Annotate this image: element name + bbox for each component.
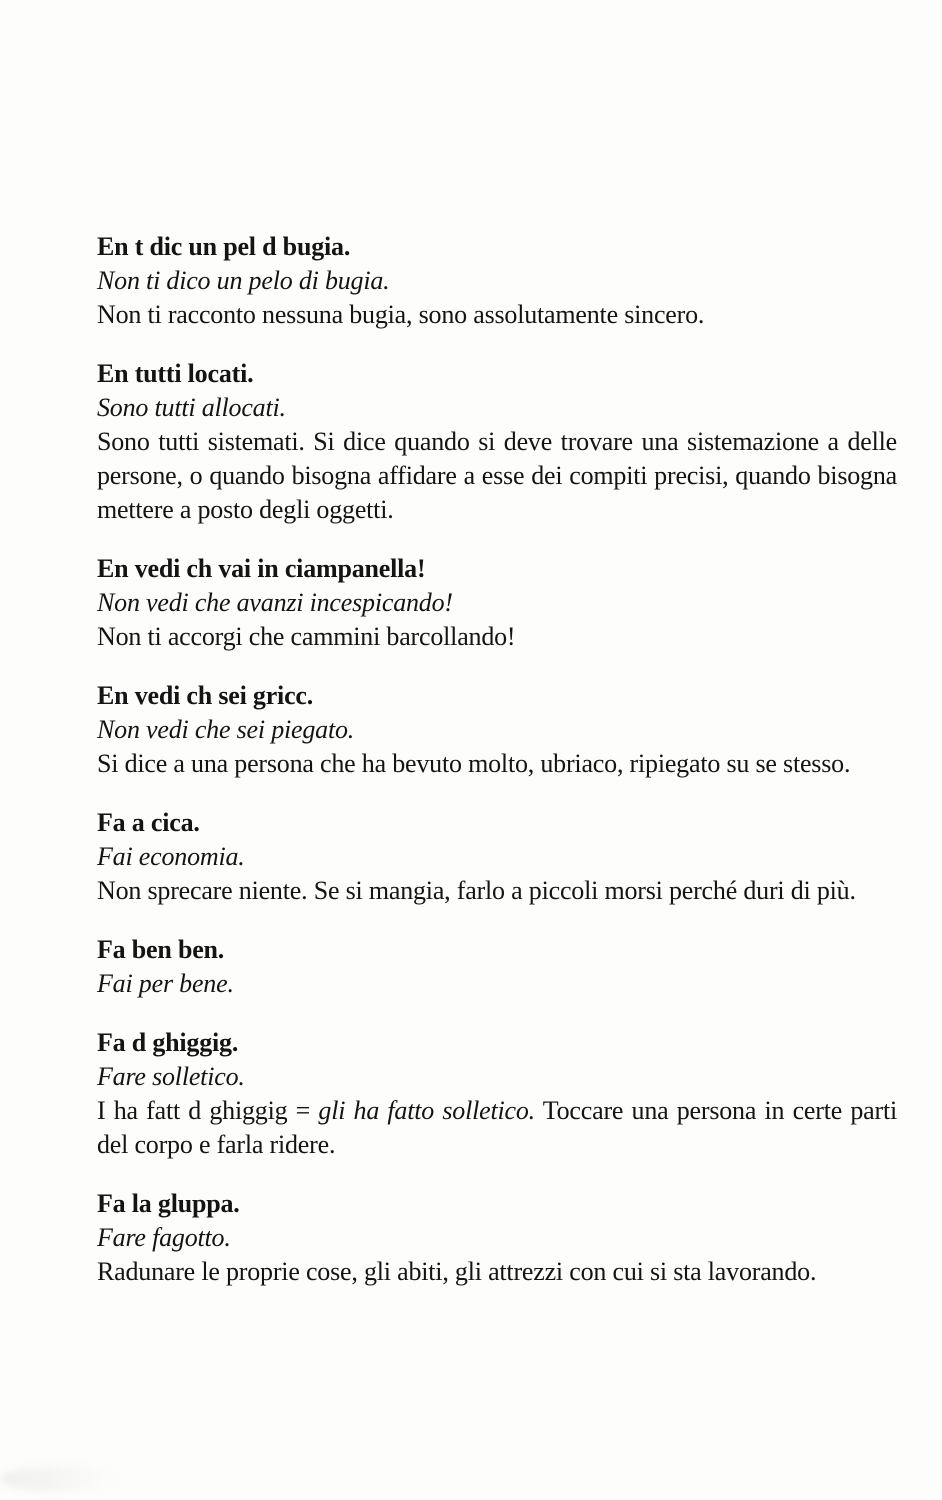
entry-explanation: Si dice a una persona che ha bevuto molto, ubriaco, ripiegato su se stesso. — [97, 749, 851, 778]
entry-headword: Fa ben ben. — [97, 935, 225, 964]
entry-explanation: Non ti racconto nessuna bugia, sono assolutamente sincero. — [97, 300, 705, 329]
entry-literal-translation: Non vedi che sei piegato. — [97, 715, 355, 744]
entry-explanation: Sono tutti sistemati. Si dice quando si deve trovare una sistemazione a delle persone, o quando bisogna affidare a esse dei compiti precisi, quando bisogna mettere a posto degli oggetti. — [97, 427, 897, 524]
explanation-roman-text: Toccare una persona in certe parti del corpo e farla ridere. — [97, 1096, 897, 1159]
scan-smudge-artifact — [0, 1466, 120, 1492]
entry-literal-translation: Non ti dico un pelo di bugia. — [97, 266, 390, 295]
dictionary-entry — [97, 806, 897, 908]
dictionary-entry — [97, 1187, 897, 1289]
entry-literal-translation: Fai per bene. — [97, 969, 234, 998]
entry-headword: En tutti locati. — [97, 359, 254, 388]
entry-headword: En vedi ch sei gricc. — [97, 681, 314, 710]
explanation-italic-translation: gli ha fatto solletico. — [318, 1096, 535, 1125]
entry-explanation: Non ti accorgi che cammini barcollando! — [97, 622, 516, 651]
entry-literal-translation: Fare fagotto. — [97, 1223, 231, 1252]
dictionary-entry — [97, 679, 897, 781]
dictionary-entry — [97, 933, 897, 1001]
entry-explanation — [97, 1094, 897, 1162]
entry-literal-translation: Fai economia. — [97, 842, 245, 871]
entry-explanation: Non sprecare niente. Se si mangia, farlo a piccoli morsi perché duri di più. — [97, 876, 856, 905]
entry-explanation: Radunare le proprie cose, gli abiti, gli attrezzi con cui si sta lavorando. — [97, 1257, 817, 1286]
entry-headword: En t dic un pel d bugia. — [97, 232, 351, 261]
entry-literal-translation: Fare solletico. — [97, 1062, 245, 1091]
entry-headword: En vedi ch vai in ciampanella! — [97, 554, 426, 583]
dictionary-entry — [97, 552, 897, 654]
dictionary-entry — [97, 230, 897, 332]
entry-headword: Fa la gluppa. — [97, 1189, 240, 1218]
dictionary-entry — [97, 1026, 897, 1162]
entry-headword: Fa d ghiggig. — [97, 1028, 239, 1057]
entry-literal-translation: Sono tutti allocati. — [97, 393, 286, 422]
entry-headword: Fa a cica. — [97, 808, 200, 837]
dictionary-entry — [97, 357, 897, 527]
explanation-dialect-quote: I ha fatt d ghiggig = — [97, 1096, 319, 1125]
entry-literal-translation: Non vedi che avanzi incespicando! — [97, 588, 453, 617]
